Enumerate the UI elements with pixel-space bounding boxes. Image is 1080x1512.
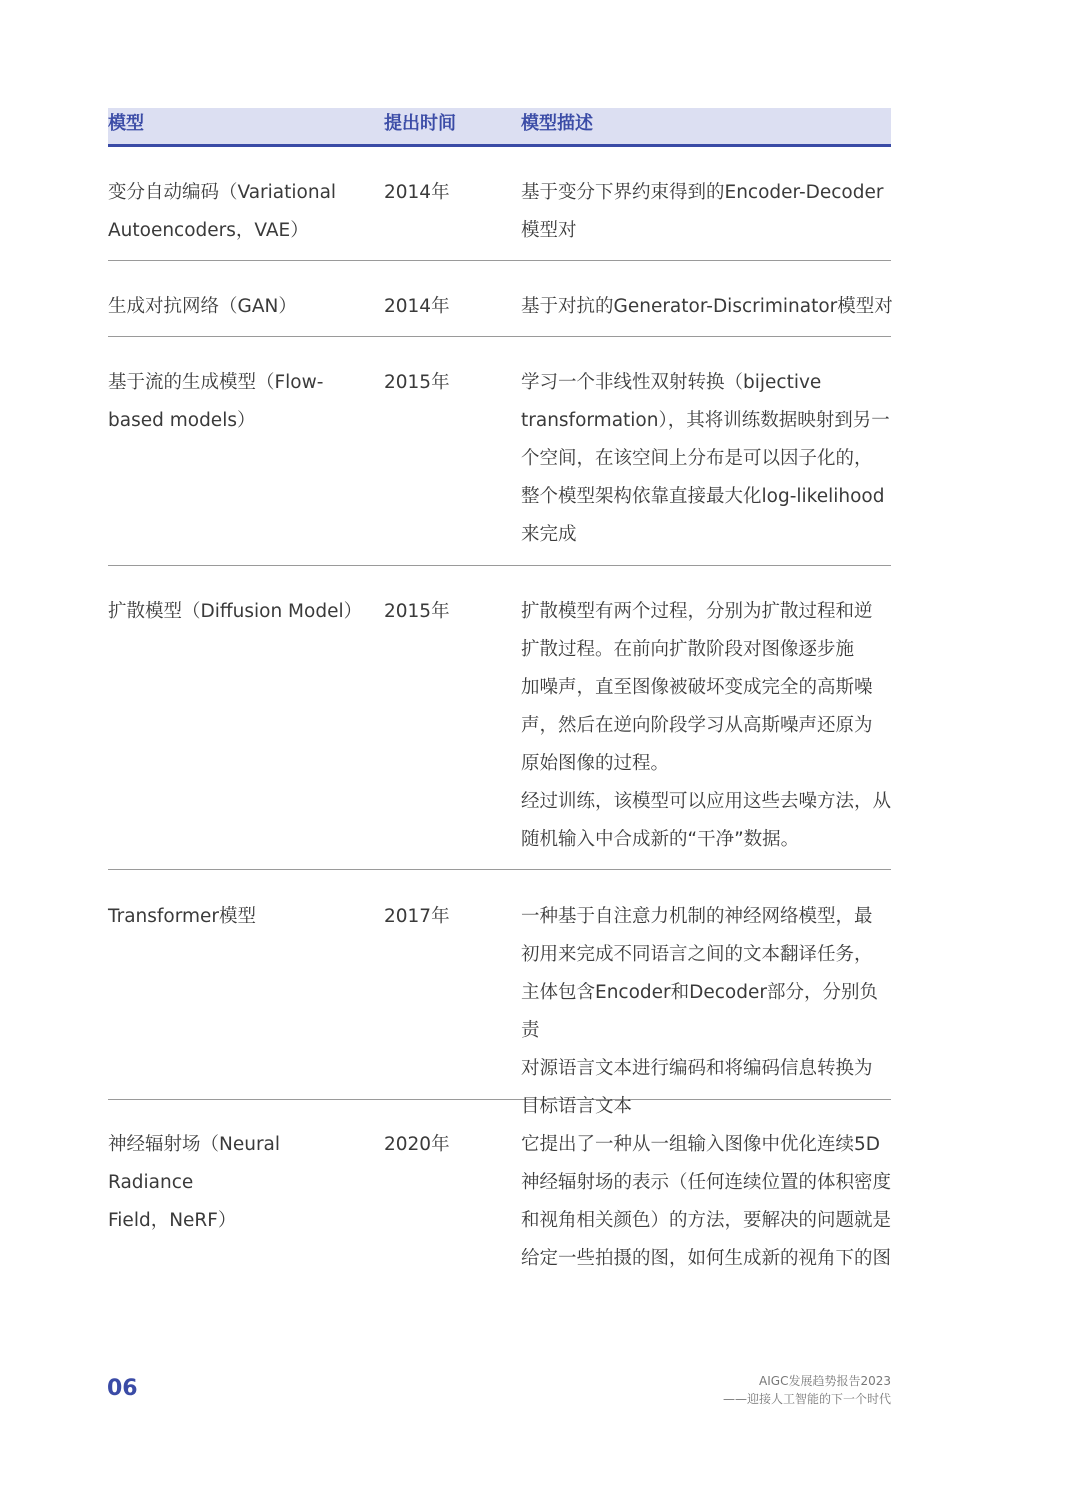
cell-model: Transformer模型 <box>108 906 257 927</box>
table-row <box>108 1126 891 1286</box>
model-table <box>108 108 893 1269</box>
header-description: 模型描述 <box>521 113 593 134</box>
cell-year: 2014年 <box>384 296 450 317</box>
report-title-block <box>723 1372 891 1408</box>
header-time: 提出时间 <box>384 113 456 134</box>
cell-model: 扩散模型（Diffusion Model） <box>108 601 363 622</box>
header-model: 模型 <box>108 113 144 134</box>
cell-description: 它提出了一种从一组输入图像中优化连续5D 神经辐射场的表示（任何连续位置的体积密度 和视角相关颜色）的方法，要解决的问题就是 给定一些拍摄的图，如何生成新的视角下的图 <box>521 1134 892 1269</box>
table-row <box>108 898 891 1117</box>
cell-year: 2015年 <box>384 372 450 393</box>
page-number: 06 <box>107 1376 138 1401</box>
cell-year: 2015年 <box>384 601 450 622</box>
cell-description: 一种基于自注意力机制的神经网络模型，最 初用来完成不同语言之间的文本翻译任务， 主体包含Encoder和Decoder部分，分别负责 对源语言文本进行编码和将编码信息转换为 目标语言文本 <box>521 906 878 1117</box>
report-title: AIGC发展趋势报告2023 <box>759 1374 891 1388</box>
table-row <box>108 288 891 337</box>
cell-model: 生成对抗网络（GAN） <box>108 296 297 317</box>
table-row <box>108 364 891 566</box>
cell-model: 基于流的生成模型（Flow- based models） <box>108 372 324 431</box>
cell-year: 2017年 <box>384 906 450 927</box>
report-subtitle: ——迎接人工智能的下一个时代 <box>722 1392 891 1406</box>
table-row <box>108 174 891 261</box>
cell-model: 变分自动编码（Variational Autoencoders，VAE） <box>108 182 337 241</box>
table-header <box>108 108 891 147</box>
table-row <box>108 593 891 870</box>
cell-description: 基于变分下界约束得到的Encoder-Decoder 模型对 <box>521 182 884 241</box>
cell-description: 学习一个非线性双射转换（bijective transformation），其将训练数据映射到另一 个空间，在该空间上分布是可以因子化的， 整个模型架构依靠直接最大化log-likelihood 来完成 <box>521 372 890 545</box>
cell-description: 基于对抗的Generator-Discriminator模型对 <box>521 296 893 317</box>
cell-model: 神经辐射场（Neural Radiance Field，NeRF） <box>108 1134 281 1231</box>
cell-year: 2014年 <box>384 182 450 203</box>
cell-year: 2020年 <box>384 1134 450 1155</box>
cell-description: 扩散模型有两个过程，分别为扩散过程和逆 扩散过程。在前向扩散阶段对图像逐步施 加噪声，直至图像被破坏变成完全的高斯噪 声，然后在逆向阶段学习从高斯噪声还原为 原始图像的过程。 经过训练，该模型可以应用这些去噪方法，从 随机输入中合成新的“干净”数据。 <box>521 601 892 850</box>
